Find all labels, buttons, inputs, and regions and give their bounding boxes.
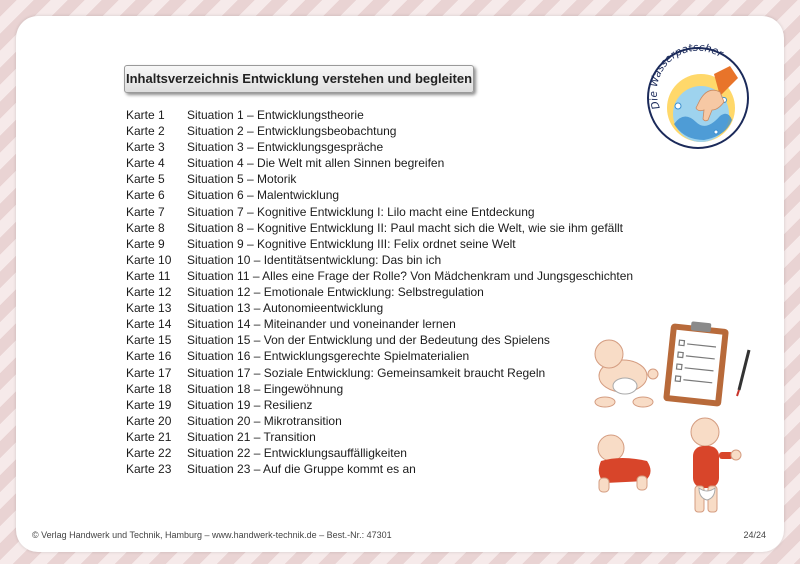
card-number: Karte 9 bbox=[126, 236, 165, 251]
toc-row bbox=[126, 365, 633, 381]
toc-row bbox=[126, 445, 633, 461]
card-number: Karte 19 bbox=[126, 397, 172, 412]
toc-row bbox=[126, 187, 633, 203]
toc-row bbox=[126, 300, 633, 316]
card-number: Karte 17 bbox=[126, 365, 172, 380]
situation-title: Situation 11 – Alles eine Frage der Rolle? Von Mädchenkram und Jungsgeschichten bbox=[187, 268, 634, 283]
situation-title: Situation 20 – Mikrotransition bbox=[187, 413, 342, 428]
baby-standing bbox=[691, 418, 741, 512]
situation-title: Situation 22 – Entwicklungsauffälligkeiten bbox=[187, 445, 407, 460]
toc-row bbox=[126, 155, 633, 171]
toc-row bbox=[126, 268, 633, 284]
situation-title: Situation 19 – Resilienz bbox=[187, 397, 313, 412]
situation-title: Situation 13 – Autonomieentwicklung bbox=[187, 301, 384, 316]
situation-title: Situation 5 – Motorik bbox=[187, 172, 297, 187]
card-number: Karte 21 bbox=[126, 429, 172, 444]
card-number: Karte 20 bbox=[126, 413, 172, 428]
page-number: 24/24 bbox=[743, 530, 766, 540]
situation-title: Situation 9 – Kognitive Entwicklung III: Felix ordnet seine Welt bbox=[187, 236, 516, 251]
card-number: Karte 8 bbox=[126, 220, 165, 235]
card-number: Karte 4 bbox=[126, 156, 165, 171]
logo-text: Die Wasserpatscher bbox=[647, 41, 726, 111]
card-number: Karte 5 bbox=[126, 172, 165, 187]
situation-title: Situation 8 – Kognitive Entwicklung II: Paul macht sich die Welt, wie sie ihm gefällt bbox=[187, 220, 623, 235]
toc-row bbox=[126, 220, 633, 236]
toc-row bbox=[126, 123, 633, 139]
situation-title: Situation 23 – Auf die Gruppe kommt es an bbox=[187, 462, 416, 477]
card-number: Karte 18 bbox=[126, 381, 172, 396]
babies-illustration bbox=[581, 298, 751, 538]
card-number: Karte 15 bbox=[126, 333, 172, 348]
card-number: Karte 22 bbox=[126, 445, 172, 460]
toc-row bbox=[126, 332, 633, 348]
toc-row bbox=[126, 461, 633, 477]
toc-row bbox=[126, 381, 633, 397]
toc-row bbox=[126, 139, 633, 155]
situation-title: Situation 4 – Die Welt mit allen Sinnen begreifen bbox=[187, 156, 445, 171]
baby-lying bbox=[595, 340, 658, 407]
card-number: Karte 2 bbox=[126, 124, 165, 139]
toc-row bbox=[126, 171, 633, 187]
card-number: Karte 6 bbox=[126, 188, 165, 203]
baby-crawling bbox=[598, 435, 651, 492]
card-number: Karte 23 bbox=[126, 462, 172, 477]
card-number: Karte 16 bbox=[126, 349, 172, 364]
card-number: Karte 3 bbox=[126, 140, 165, 155]
situation-title: Situation 7 – Kognitive Entwicklung I: Lilo macht eine Entdeckung bbox=[187, 204, 535, 219]
page-title: Inhaltsverzeichnis Entwicklung verstehen und begleiten bbox=[124, 65, 474, 93]
content-card bbox=[16, 16, 784, 552]
situation-title: Situation 21 – Transition bbox=[187, 429, 316, 444]
toc-row bbox=[126, 204, 633, 220]
card-number: Karte 7 bbox=[126, 204, 165, 219]
situation-title: Situation 2 – Entwicklungsbeobachtung bbox=[187, 124, 397, 139]
situation-title: Situation 1 – Entwicklungstheorie bbox=[187, 108, 364, 122]
situation-title: Situation 15 – Von der Entwicklung und der Bedeutung des Spielens bbox=[187, 333, 550, 348]
toc-row bbox=[126, 316, 633, 332]
clipboard-icon bbox=[663, 321, 729, 407]
situation-title: Situation 3 – Entwicklungsgespräche bbox=[187, 140, 384, 155]
situation-title: Situation 18 – Eingewöhnung bbox=[187, 381, 344, 396]
card-number: Karte 13 bbox=[126, 301, 172, 316]
card-number: Karte 12 bbox=[126, 285, 172, 300]
card-number: Karte 1 bbox=[126, 108, 165, 122]
situation-title: Situation 14 – Miteinander und voneinander lernen bbox=[187, 317, 456, 332]
toc-row bbox=[126, 397, 633, 413]
situation-title: Situation 6 – Malentwicklung bbox=[187, 188, 340, 203]
situation-title: Situation 10 – Identitätsentwicklung: Das bin ich bbox=[187, 252, 442, 267]
toc-row bbox=[126, 107, 633, 123]
toc-row bbox=[126, 348, 633, 364]
toc-row bbox=[126, 429, 633, 445]
situation-title: Situation 16 – Entwicklungsgerechte Spielmaterialien bbox=[187, 349, 470, 364]
card-number: Karte 11 bbox=[126, 268, 171, 283]
card-number: Karte 10 bbox=[126, 252, 172, 267]
table-of-contents bbox=[126, 107, 633, 477]
toc-row bbox=[126, 284, 633, 300]
card-number: Karte 14 bbox=[126, 317, 172, 332]
wasserpatscher-logo bbox=[638, 36, 758, 156]
toc-row bbox=[126, 236, 633, 252]
footer-publisher: © Verlag Handwerk und Technik, Hamburg – www.handwerk-technik.de – Best.-Nr.: 47301 bbox=[32, 530, 392, 540]
toc-row bbox=[126, 413, 633, 429]
situation-title: Situation 17 – Soziale Entwicklung: Gemeinsamkeit braucht Regeln bbox=[187, 365, 546, 380]
situation-title: Situation 12 – Emotionale Entwicklung: Selbstregulation bbox=[187, 285, 484, 300]
pen-icon bbox=[737, 350, 749, 396]
toc-row bbox=[126, 252, 633, 268]
